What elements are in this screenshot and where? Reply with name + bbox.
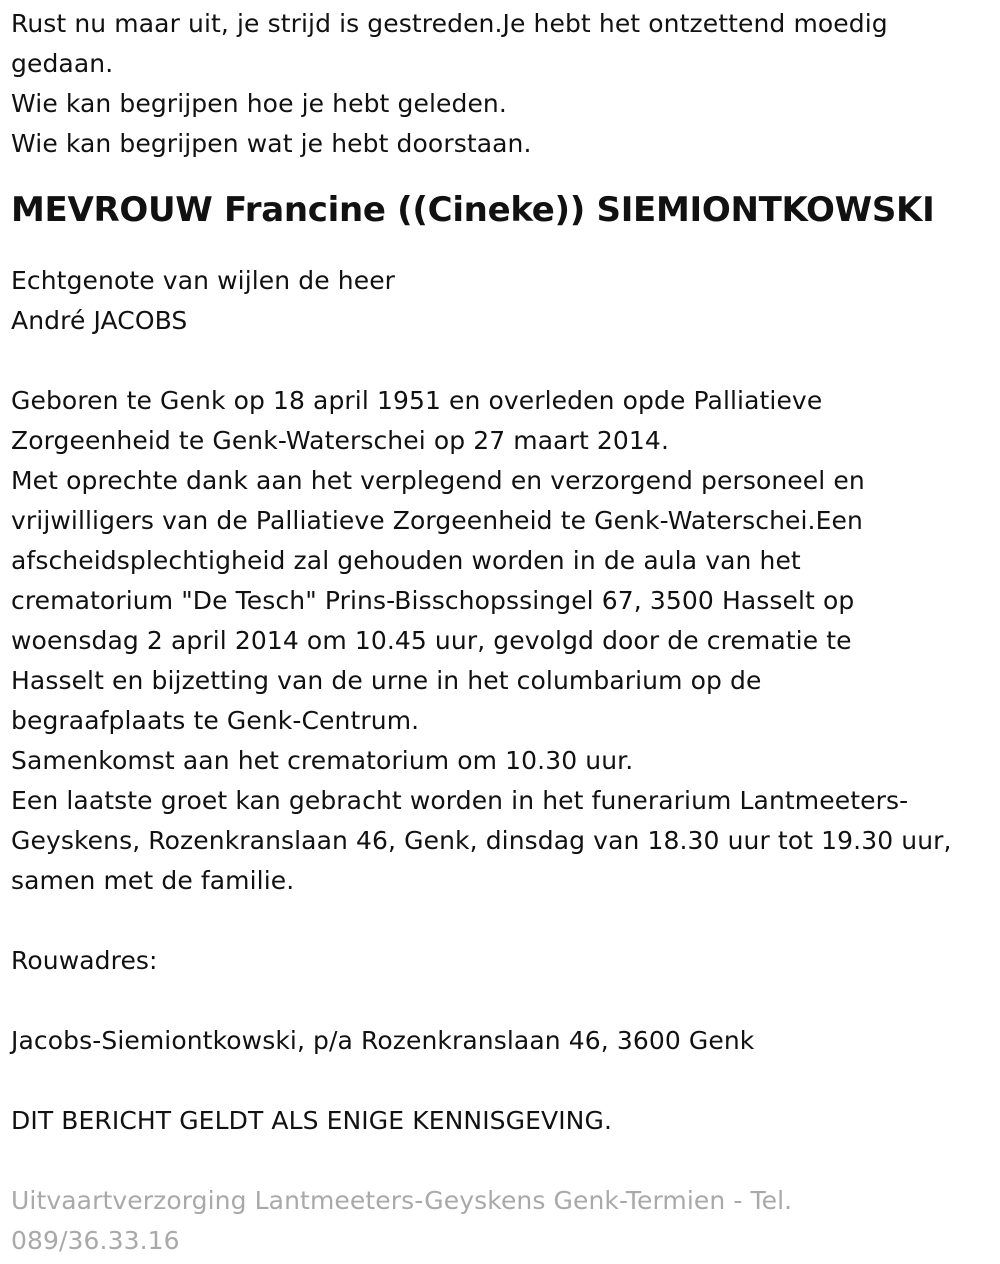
spacer	[11, 901, 986, 941]
spouse-info	[11, 261, 986, 341]
body-line: samen met de familie.	[11, 865, 295, 895]
spacer	[11, 981, 986, 1021]
footer-line: Uitvaartverzorging Lantmeeters-Geyskens Genk-Termien - Tel.	[11, 1185, 793, 1215]
poem-line: Wie kan begrijpen wat je hebt doorstaan.	[11, 129, 532, 158]
notice: DIT BERICHT GELDT ALS ENIGE KENNISGEVING.	[11, 1105, 612, 1135]
spacer	[11, 1061, 986, 1101]
body-line: Samenkomst aan het crematorium om 10.30 uur.	[11, 745, 634, 775]
address-value: Jacobs-Siemiontkowski, p/a Rozenkranslaan 46, 3600 Genk	[11, 1025, 755, 1055]
body-line: afscheidsplechtigheid zal gehouden worden in de aula van het	[11, 545, 801, 575]
address-label: Rouwadres:	[11, 945, 158, 975]
spouse-line: André JACOBS	[11, 305, 188, 335]
body-line: Hasselt en bijzetting van de urne in het columbarium op de	[11, 665, 762, 695]
spacer	[11, 341, 986, 381]
body-line: crematorium "De Tesch" Prins-Bisschopssingel 67, 3500 Hasselt op	[11, 585, 855, 615]
spacer	[11, 1141, 986, 1181]
poem-line: Rust nu maar uit, je strijd is gestreden.Je hebt het ontzettend moedig	[11, 9, 888, 38]
body-line: begraafplaats te Genk-Centrum.	[11, 705, 420, 735]
body-line: Met oprechte dank aan het verplegend en verzorgend personeel en	[11, 465, 865, 495]
body-line: Zorgeenheid te Genk-Waterschei op 27 maart 2014.	[11, 425, 669, 455]
body-line: Een laatste groet kan gebracht worden in het funerarium Lantmeeters-	[11, 785, 909, 815]
poem-line: gedaan.	[11, 49, 114, 78]
body-line: vrijwilligers van de Palliatieve Zorgeenheid te Genk-Waterschei.Een	[11, 505, 863, 535]
obituary-page	[11, 4, 986, 1261]
footer	[11, 1181, 986, 1261]
deceased-name: MEVROUW Francine ((Cineke)) SIEMIONTKOWSKI	[11, 190, 935, 230]
spouse-line: Echtgenote van wijlen de heer	[11, 265, 396, 295]
poem-line: Wie kan begrijpen hoe je hebt geleden.	[11, 89, 507, 118]
obituary-body	[11, 381, 986, 901]
poem	[11, 4, 986, 164]
body-line: Geyskens, Rozenkranslaan 46, Genk, dinsdag van 18.30 uur tot 19.30 uur,	[11, 825, 952, 855]
body-line: woensdag 2 april 2014 om 10.45 uur, gevolgd door de crematie te	[11, 625, 852, 655]
footer-phone: 089/36.33.16	[11, 1225, 180, 1255]
body-line: Geboren te Genk op 18 april 1951 en overleden opde Palliatieve	[11, 385, 823, 415]
